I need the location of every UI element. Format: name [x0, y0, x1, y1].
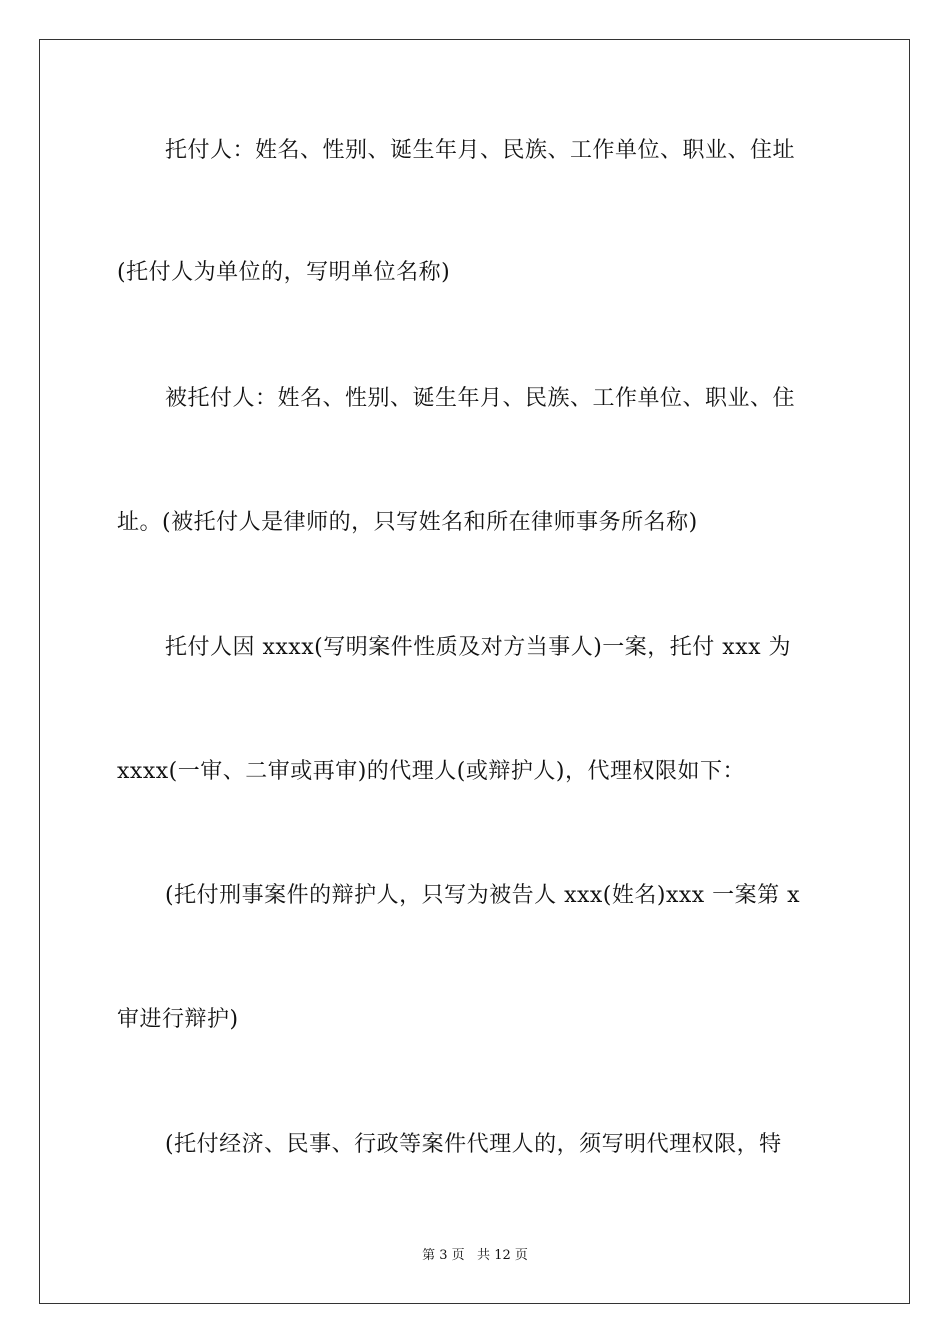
- paragraph-line-case: 托付人因 xxxx(写明案件性质及对方当事人)一案，托付 xxx 为: [165, 635, 791, 660]
- paragraph-line-civil: (托付经济、民事、行政等案件代理人的，须写明代理权限，特: [165, 1132, 782, 1157]
- paragraph-line-case-cont: xxxx(一审、二审或再审)的代理人(或辩护人)，代理权限如下：: [117, 759, 745, 784]
- page-border: [39, 39, 910, 1304]
- paragraph-line-agent-note: 址。(被托付人是律师的，只写姓名和所在律师事务所名称): [117, 510, 698, 535]
- paragraph-line-criminal: (托付刑事案件的辩护人，只写为被告人 xxx(姓名)xxx 一案第 x: [165, 883, 801, 908]
- paragraph-line-principal-note: (托付人为单位的，写明单位名称): [117, 260, 451, 285]
- paragraph-line-agent: 被托付人：姓名、性别、诞生年月、民族、工作单位、职业、住: [165, 386, 796, 411]
- page-footer: 第 3 页 共 12 页: [422, 1248, 528, 1263]
- paragraph-line-principal: 托付人：姓名、性别、诞生年月、民族、工作单位、职业、住址: [165, 138, 796, 163]
- paragraph-line-criminal-cont: 审进行辩护): [117, 1007, 239, 1032]
